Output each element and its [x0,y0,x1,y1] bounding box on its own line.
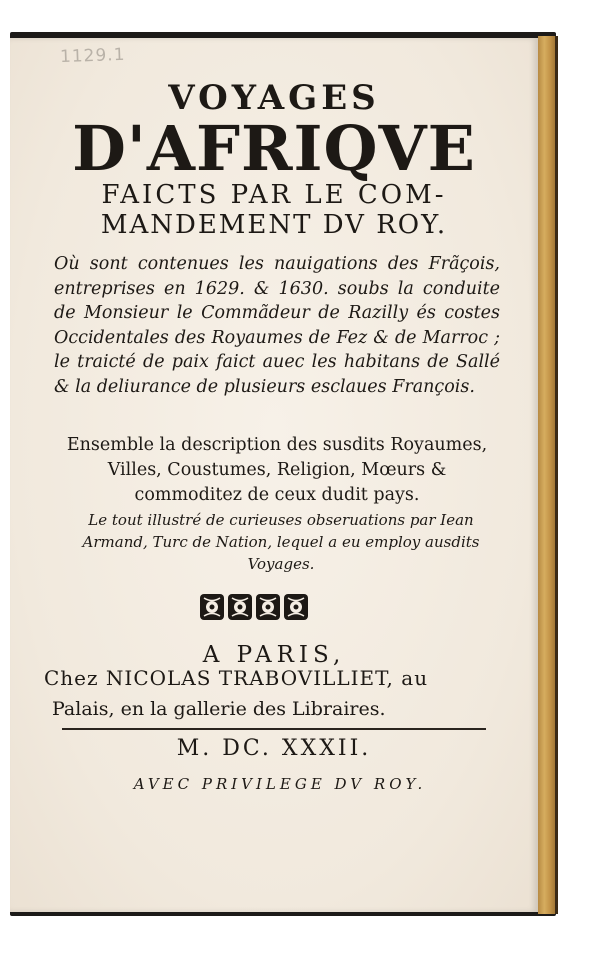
description-paragraph: Où sont contenues les nauigations des Frãçois, entreprises en 1629. & 1630. soubs la conduite de Monsieur le Commãdeur de Razilly és costes Occidentales des Royaumes de Fez & de Marroc ; le traicté de paix faict auec les habitans de Sallé & la deliurance de plusieurs esclaues François. [54,254,500,397]
title-line-4: MANDEMENT DV ROY. [100,210,448,240]
title-line-1: VOYAGES [168,78,380,118]
gilt-page-edge [538,36,556,914]
ensemble-paragraph: Ensemble la description des susdits Royaumes, Villes, Coustumes, Religion, Mœurs & commoditez de ceux dudit pays. [66,435,488,505]
title-line-2: D'AFRIQVE [72,112,476,185]
printer-ornament-icon [198,588,310,626]
imprint-publisher: Chez NICOLAS TRABOVILLIET, au [44,666,429,690]
publication-date: M. DC. XXXII. [176,736,372,761]
illustration-paragraph: Le tout illustré de curieuses obseruations par Iean Armand, Turc de Nation, lequel a eu employ ausdits Voyages. [82,511,480,573]
imprint-rule [62,728,486,730]
title-line-3: FAICTS PAR LE COM- [101,180,447,210]
royal-privilege: AVEC PRIVILEGE DV ROY. [133,775,427,793]
pencil-annotation: 1129.1 [59,44,126,68]
imprint-address: Palais, en la gallerie des Libraires. [52,698,386,720]
imprint-city: A PARIS, [202,642,346,668]
